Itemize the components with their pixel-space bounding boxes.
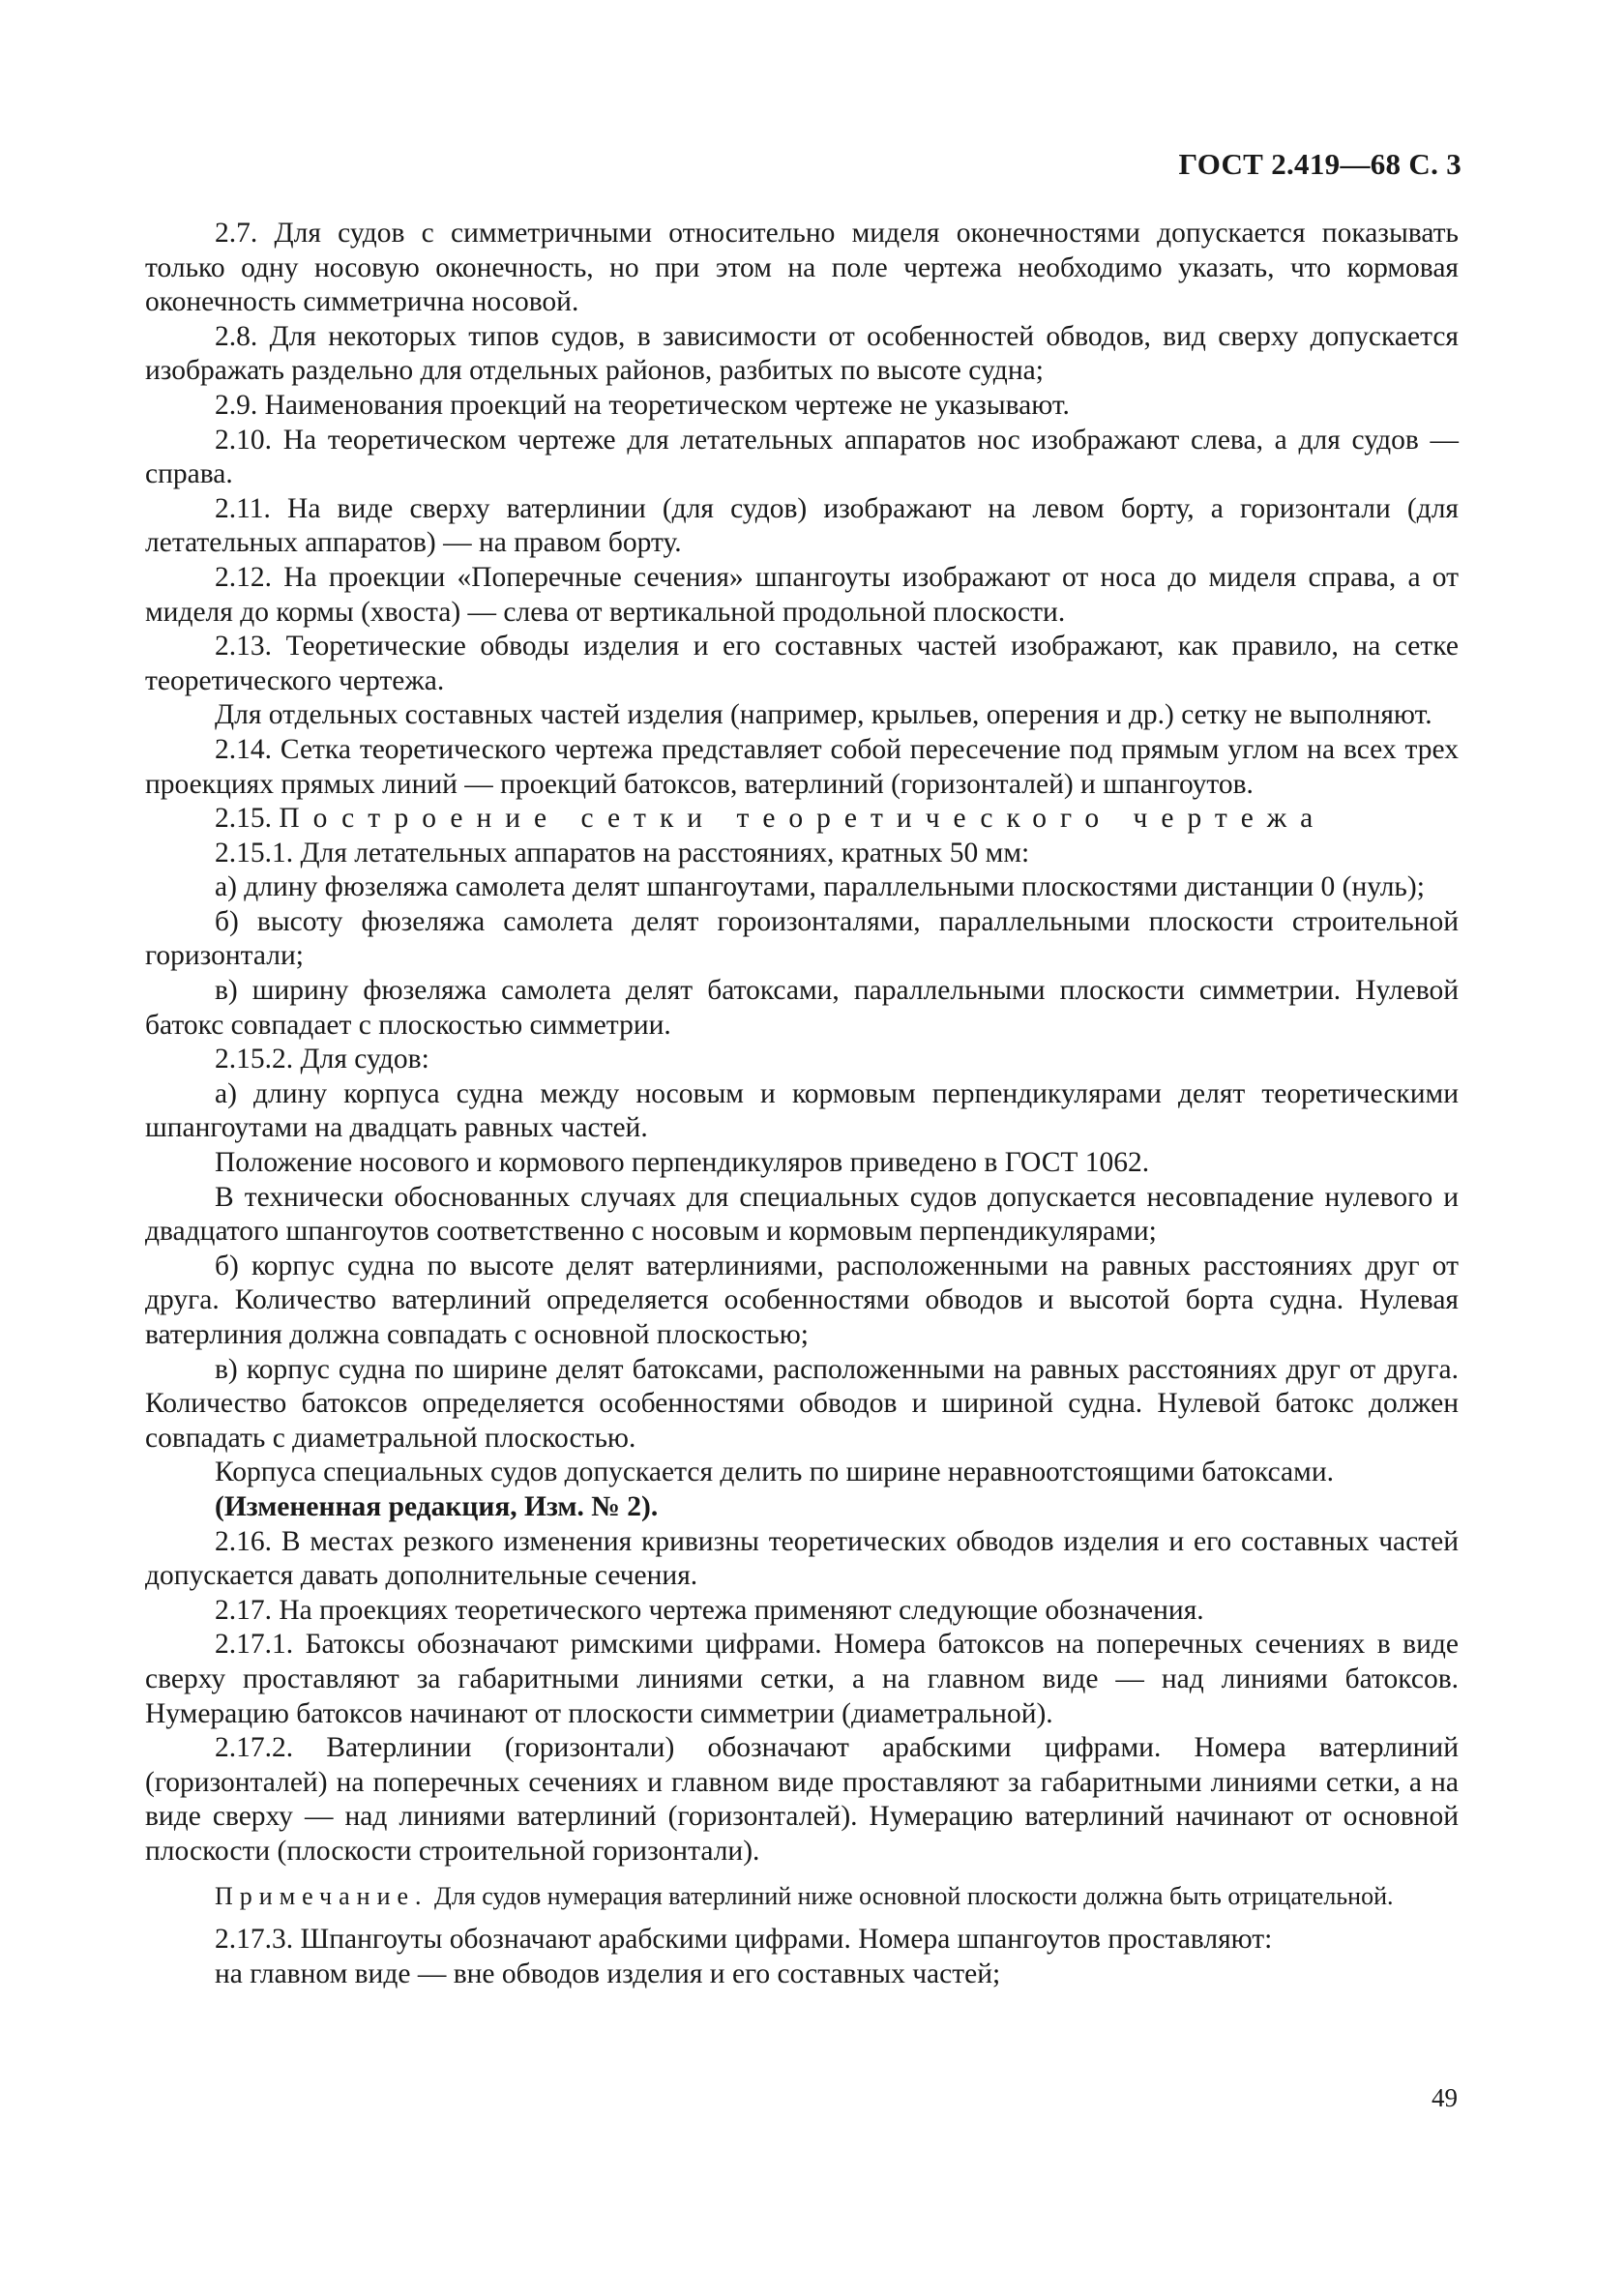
paragraph-2-9: 2.9. Наименования проекций на теоретическом чертеже не указывают. bbox=[215, 389, 1070, 421]
paragraph-special-ships: В технически обоснованных случаях для специальных судов допускается несовпадение нулевого и двадцатого шпангоутов соответственно с носовым и кормовым перпендикулярами; bbox=[145, 1181, 1459, 1248]
paragraph-2-16: 2.16. В местах резкого изменения кривизны теоретических обводов изделия и его составных частей допускается давать дополнительные сечения. bbox=[145, 1525, 1459, 1592]
section-2-15-heading bbox=[145, 802, 1459, 837]
note-label: Примечание. bbox=[215, 1881, 428, 1910]
paragraph-2-11: 2.11. На виде сверху ватерлинии (для судов) изображают на левом борту, а горизонтали (для летательных аппаратов) — на правом борту. bbox=[145, 492, 1459, 559]
paragraph-2-15-1: 2.15.1. Для летательных аппаратов на расстояниях, кратных 50 мм: bbox=[215, 837, 1030, 868]
section-2-15-number: 2.15. bbox=[215, 803, 272, 835]
page-number: 49 bbox=[1432, 2083, 1458, 2112]
paragraph-2-15-1-a: а) длину фюзеляжа самолета делят шпангоутами, параллельными плоскостями дистанции 0 (нуль); bbox=[215, 871, 1425, 903]
paragraph-main-view: на главном виде — вне обводов изделия и его составных частей; bbox=[215, 1957, 1001, 1989]
paragraph-2-17-3: 2.17.3. Шпангоуты обозначают арабскими цифрами. Номера шпангоутов проставляют: bbox=[215, 1924, 1273, 1956]
paragraph-2-10: 2.10. На теоретическом чертеже для летательных аппаратов нос изображают слева, а для судов — справа. bbox=[145, 424, 1459, 490]
note-text: Для судов нумерация ватерлиний ниже основной плоскости должна быть отрицательной. bbox=[434, 1881, 1394, 1910]
paragraph-2-17-2: 2.17.2. Ватерлинии (горизонтали) обозначают арабскими цифрами. Номера ватерлиний (горизонталей) на поперечных сечениях и главном виде проставляют за габаритными линиями сетки, а на виде сверху — над линиями ватерлиний (горизонталей). Нумерацию ватерлиний начинают от основной плоскости (плоскости строительной горизонтали). bbox=[145, 1732, 1459, 1867]
paragraph-2-15-1-v: в) ширину фюзеляжа самолета делят батоксами, параллельными плоскости симметрии. Нулевой батокс совпадает с плоскостью симметрии. bbox=[145, 975, 1459, 1041]
amendment-note: (Измененная редакция, Изм. № 2). bbox=[215, 1490, 659, 1522]
paragraph-2-8: 2.8. Для некоторых типов судов, в зависимости от особенностей обводов, вид сверху допускается изображать раздельно для отдельных районов, разбитых по высоте судна; bbox=[145, 320, 1459, 387]
paragraph-special-hulls: Корпуса специальных судов допускается делить по ширине неравноотстоящими батоксами. bbox=[215, 1457, 1334, 1488]
note-block bbox=[145, 1879, 1459, 1914]
paragraph-2-15-2-a: а) длину корпуса судна между носовым и кормовым перпендикулярами делят теоретическими шпангоутами на двадцать равных частей. bbox=[145, 1077, 1459, 1144]
section-2-15-title: Построение сетки теоретического чертежа bbox=[279, 803, 1327, 835]
paragraph-2-13: 2.13. Теоретические обводы изделия и его составных частей изображают, как правило, на сетке теоретического чертежа. bbox=[145, 631, 1459, 696]
paragraph-2-15-2-v: в) корпус судна по ширине делят батоксами, расположенными на равных расстояниях друг от друга. Количество батоксов определяется особенностями обводов и шириной судна. Нулевой батокс должен совпадать с диаметральной плоскостью. bbox=[145, 1353, 1459, 1454]
paragraph-2-15-2-b: б) корпус судна по высоте делят ватерлиниями, расположенными на равных расстояниях друг от друга. Количество ватерлиний определяется особенностями обводов и высотой борта судна. Нулевая ватерлиния должна совпадать с основной плоскостью; bbox=[145, 1250, 1459, 1350]
paragraph-2-15-1-b: б) высоту фюзеляжа самолета делят гороизонталями, параллельными плоскости строительной горизонтали; bbox=[145, 905, 1459, 972]
paragraph-2-13-note: Для отдельных составных частей изделия (например, крыльев, оперения и др.) сетку не выполняют. bbox=[215, 699, 1432, 731]
paragraph-2-17-1: 2.17.1. Батоксы обозначают римскими цифрами. Номера батоксов на поперечных сечениях в виде сверху проставляют за габаритными линиями сетки, а на главном виде — над линиями батоксов. Нумерацию батоксов начинают от плоскости симметрии (диаметральной). bbox=[145, 1629, 1459, 1729]
document-header: ГОСТ 2.419—68 С. 3 bbox=[1178, 147, 1462, 181]
paragraph-2-15-2: 2.15.2. Для судов: bbox=[215, 1044, 429, 1075]
paragraph-2-7: 2.7. Для судов с симметричными относительно миделя оконечностями допускается показывать только одну носовую оконечность, но при этом на поле чертежа необходимо указать, что кормовая оконечность симметрична носовой. bbox=[145, 218, 1459, 318]
paragraph-2-14: 2.14. Сетка теоретического чертежа представляет собой пересечение под прямым углом на всех трех проекциях прямых линий — проекций батоксов, ватерлиний (горизонталей) и шпангоутов. bbox=[145, 733, 1459, 800]
paragraph-2-12: 2.12. На проекции «Поперечные сечения» шпангоуты изображают от носа до миделя справа, а от миделя до кормы (хвоста) — слева от вертикальной продольной плоскости. bbox=[145, 561, 1459, 628]
paragraph-2-17: 2.17. На проекциях теоретического чертежа применяют следующие обозначения. bbox=[215, 1594, 1204, 1626]
paragraph-perpendiculars: Положение носового и кормового перпендикуляров приведено в ГОСТ 1062. bbox=[215, 1147, 1150, 1179]
document-body bbox=[145, 217, 1459, 1991]
